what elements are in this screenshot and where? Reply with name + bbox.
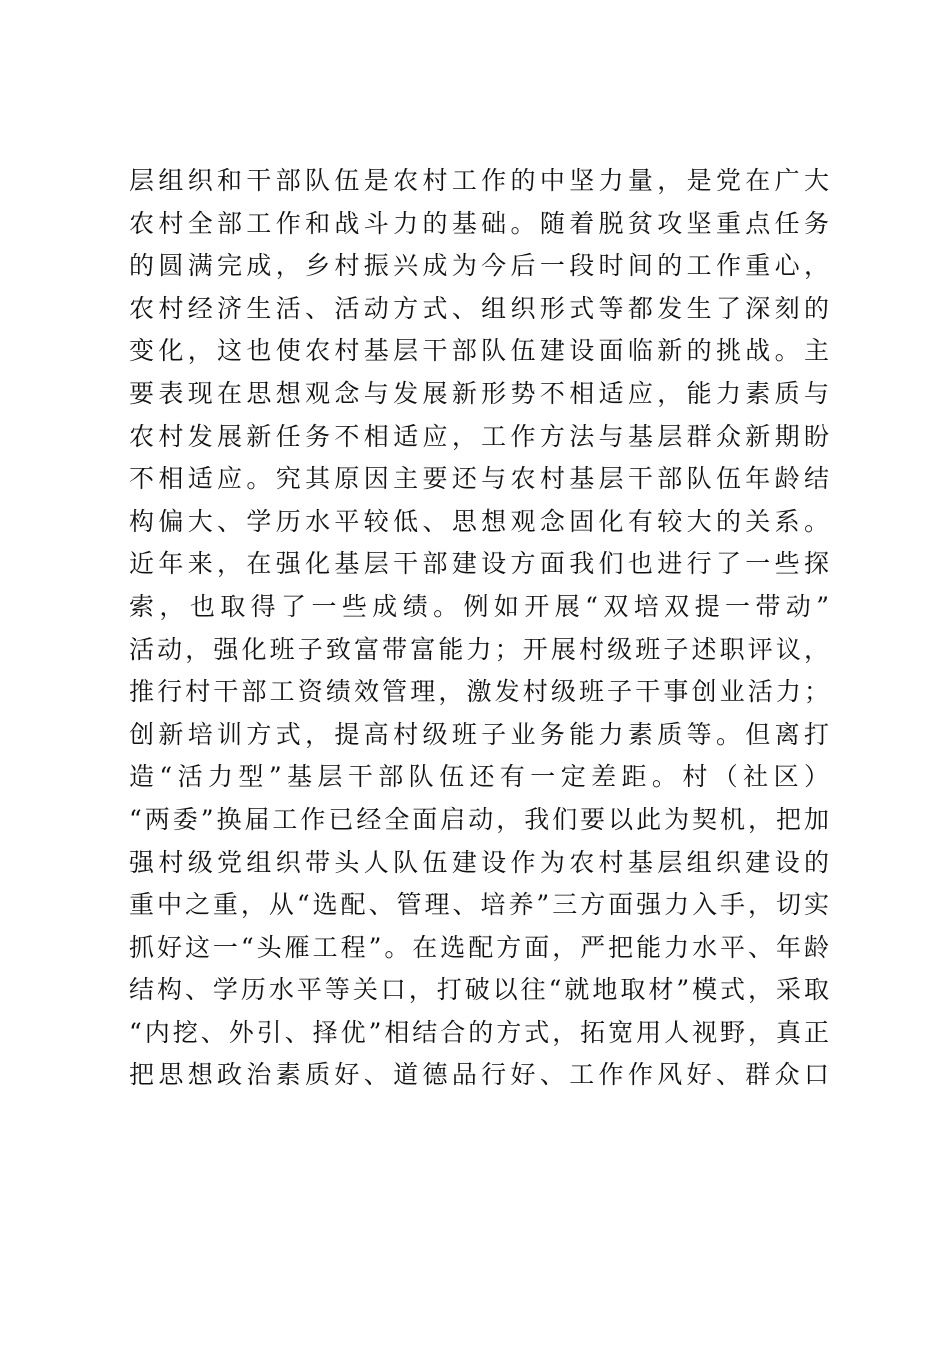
text-line: 变化，这也使农村基层干部队伍建设面临新的挑战。主 (129, 336, 829, 366)
text-line: 造“活力型”基层干部队伍还有一定差距。村（社区） (129, 762, 829, 792)
text-line: 强村级党组织带头人队伍建设作为农村基层组织建设的 (129, 847, 829, 877)
text-line: 的圆满完成，乡村振兴成为今后一段时间的工作重心， (129, 251, 829, 281)
text-line: 活动，强化班子致富带富能力；开展村级班子述职评议， (129, 634, 829, 664)
text-line: 重中之重，从“选配、管理、培养”三方面强力入手，切实 (129, 890, 829, 920)
text-line: 把思想政治素质好、道德品行好、工作作风好、群众口 (129, 1060, 829, 1090)
text-line: 推行村干部工资绩效管理，激发村级班子干事创业活力； (129, 677, 829, 707)
text-line: 构偏大、学历水平较低、思想观念固化有较大的关系。 (129, 506, 829, 536)
text-line: 农村经济生活、活动方式、组织形式等都发生了深刻的 (129, 293, 829, 323)
text-line: 不相适应。究其原因主要还与农村基层干部队伍年龄结 (129, 464, 829, 494)
body-text (129, 160, 829, 1097)
text-line: 农村全部工作和战斗力的基础。随着脱贫攻坚重点任务 (129, 208, 829, 238)
text-line: 创新培训方式，提高村级班子业务能力素质等。但离打 (129, 719, 829, 749)
text-line: “两委”换届工作已经全面启动，我们要以此为契机，把加 (129, 804, 829, 834)
text-line: 层组织和干部队伍是农村工作的中坚力量，是党在广大 (129, 166, 829, 195)
text-line: 近年来，在强化基层干部建设方面我们也进行了一些探 (129, 549, 829, 579)
text-line: 抓好这一“头雁工程”。在选配方面，严把能力水平、年龄 (129, 932, 829, 962)
text-line: “内挖、外引、择优”相结合的方式，拓宽用人视野，真正 (129, 1017, 829, 1047)
text-line: 农村发展新任务不相适应，工作方法与基层群众新期盼 (129, 421, 829, 451)
text-line: 结构、学历水平等关口，打破以往“就地取材”模式，采取 (129, 975, 829, 1005)
text-line: 要表现在思想观念与发展新形势不相适应，能力素质与 (129, 378, 829, 408)
text-line: 索，也取得了一些成绩。例如开展“双培双提一带动” (129, 591, 829, 621)
